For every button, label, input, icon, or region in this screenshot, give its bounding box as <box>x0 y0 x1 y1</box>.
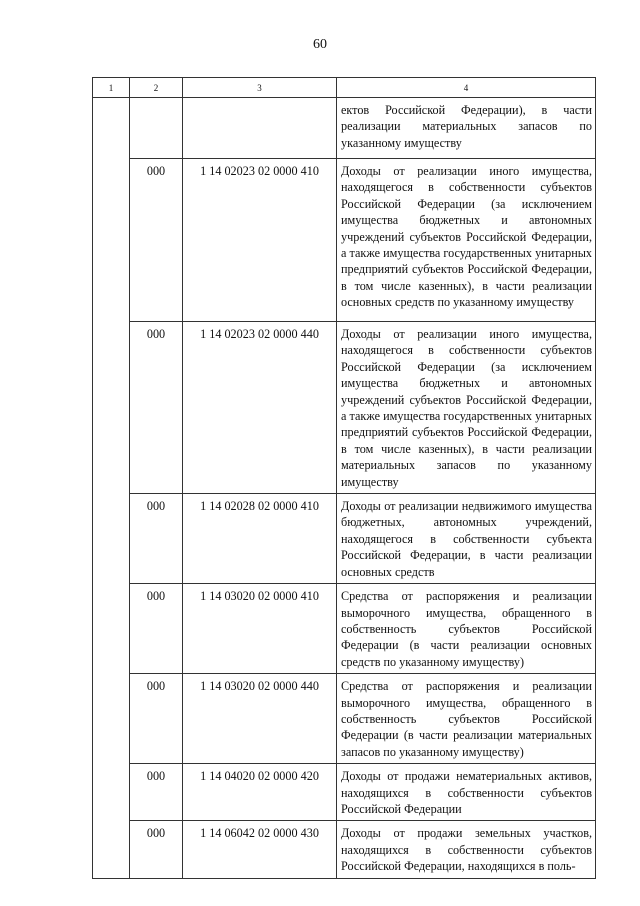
header-cell-1: 1 <box>93 78 130 98</box>
table-row <box>93 821 596 878</box>
table-header-row <box>93 78 596 98</box>
table-row <box>93 159 596 322</box>
table-row <box>93 764 596 821</box>
row-description: Средства от распоряжения и реализации выморочного имущества, обращенного в собственность субъектов Российской Федерации (в части реализации материальных запасов по указанному имуществу) <box>337 674 596 764</box>
row-description: Доходы от реализации недвижимого имущества бюджетных, автономных учреждений, находящегося в собственности субъекта Российской Федерации, в части реализации основных средств <box>337 494 596 584</box>
row-description: ектов Российской Федерации), в части реализации материальных запасов по указанному имуществу <box>337 98 596 159</box>
header-cell-2: 2 <box>130 78 183 98</box>
row-budget-code: 1 14 02023 02 0000 410 <box>183 159 337 322</box>
row-description: Доходы от реализации иного имущества, находящегося в собственности субъектов Российской Федерации (за исключением имущества бюджетных и автономных учреждений субъектов Российской Федерации, а также имущества государственных унитарных предприятий субъектов Российской Федерации, в том числе казенных), в части реализации основных средств по указанному имуществу <box>337 159 596 322</box>
row-description: Доходы от реализации иного имущества, находящегося в собственности субъектов Российской Федерации (за исключением имущества бюджетных и автономных учреждений субъектов Российской Федерации, а также имущества государственных унитарных предприятий субъектов Российской Федерации, в том числе казенных), в части реализации материальных запасов по указанному имуществу <box>337 322 596 494</box>
row-budget-code: 1 14 02023 02 0000 440 <box>183 322 337 494</box>
row-admin-code: 000 <box>130 159 183 322</box>
row-budget-code: 1 14 06042 02 0000 430 <box>183 821 337 878</box>
row-description: Средства от распоряжения и реализации выморочного имущества, обращенного в собственность субъектов Российской Федерации (в части реализации основных средств по указанному имуществу) <box>337 584 596 674</box>
row-budget-code: 1 14 04020 02 0000 420 <box>183 764 337 821</box>
row-admin-code: 000 <box>130 821 183 878</box>
table-row <box>93 494 596 584</box>
row-description: Доходы от продажи нематериальных активов, находящихся в собственности субъектов Российской Федерации <box>337 764 596 821</box>
row-budget-code: 1 14 02028 02 0000 410 <box>183 494 337 584</box>
row-admin-code: 000 <box>130 494 183 584</box>
row-admin-code: 000 <box>130 674 183 764</box>
row-budget-code: 1 14 03020 02 0000 440 <box>183 674 337 764</box>
column-1-merged-cell <box>93 98 130 879</box>
table-row <box>93 322 596 494</box>
budget-code-table <box>92 77 596 879</box>
row-description: Доходы от продажи земельных участков, находящихся в собственности субъектов Российской Федерации, находящихся в поль- <box>337 821 596 878</box>
row-admin-code: 000 <box>130 584 183 674</box>
header-cell-4: 4 <box>337 78 596 98</box>
row-budget-code <box>183 98 337 159</box>
row-budget-code: 1 14 03020 02 0000 410 <box>183 584 337 674</box>
row-admin-code: 000 <box>130 322 183 494</box>
table-row <box>93 674 596 764</box>
row-admin-code: 000 <box>130 764 183 821</box>
page-number: 60 <box>313 37 327 52</box>
row-admin-code <box>130 98 183 159</box>
table-row <box>93 98 596 159</box>
header-cell-3: 3 <box>183 78 337 98</box>
table-row <box>93 584 596 674</box>
